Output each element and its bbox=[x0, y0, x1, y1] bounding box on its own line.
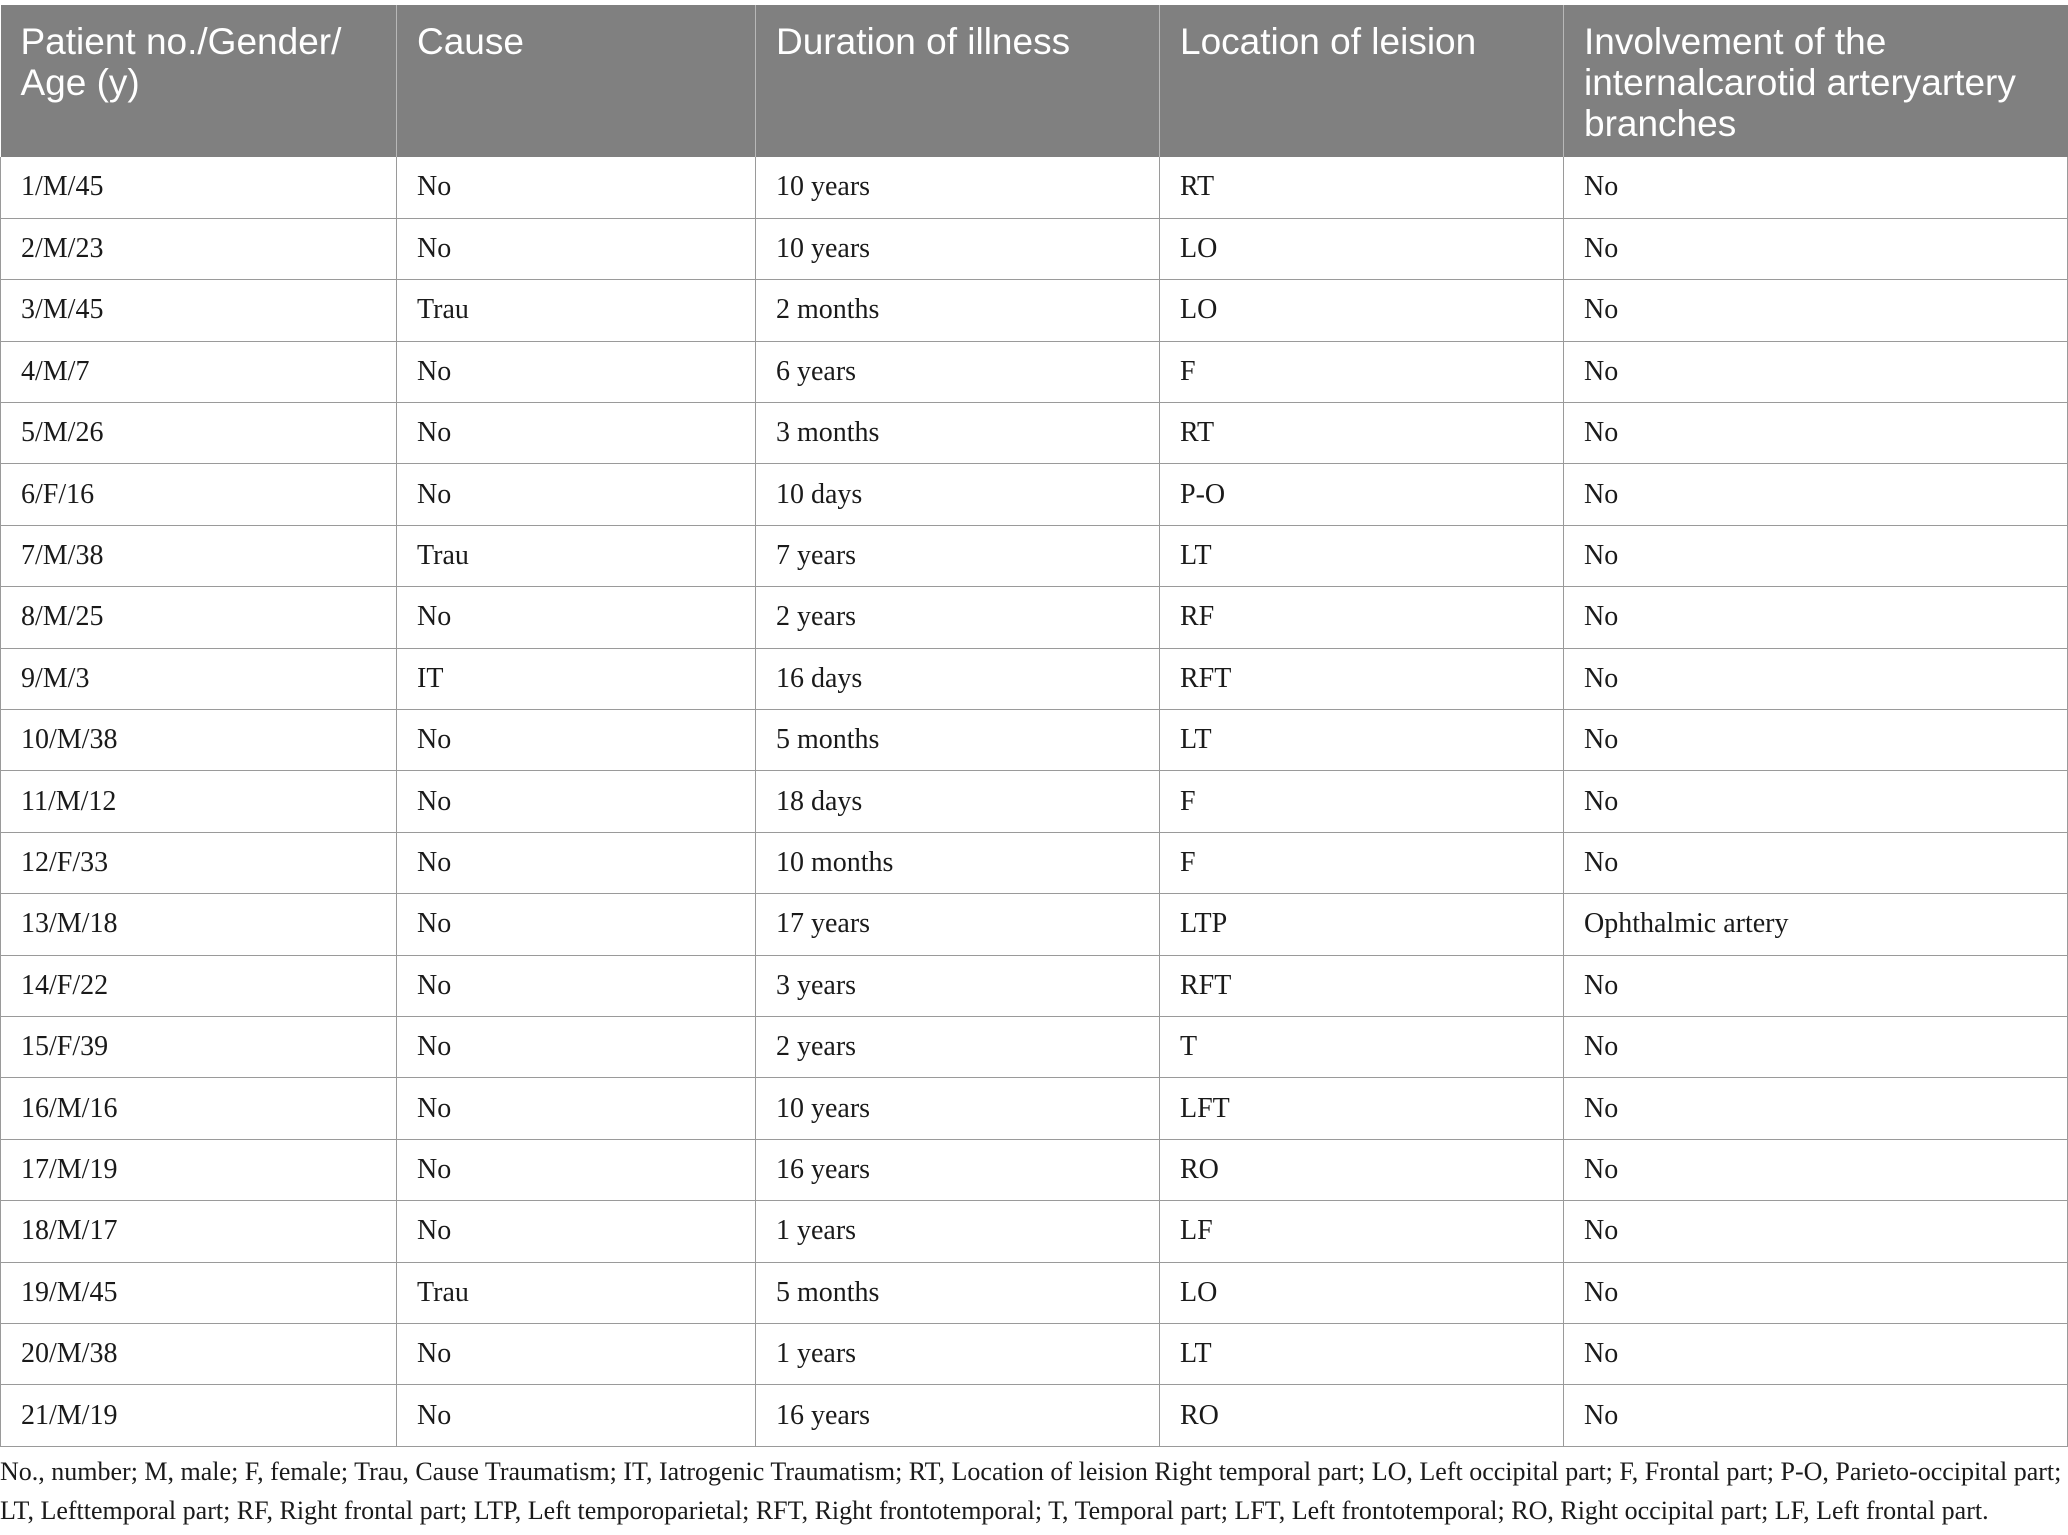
cell-cause: No bbox=[397, 464, 756, 525]
cell-location: RF bbox=[1160, 587, 1564, 648]
cell-cause: No bbox=[397, 710, 756, 771]
cell-duration: 7 years bbox=[756, 525, 1160, 586]
table-row bbox=[1, 341, 2068, 402]
header-location: Location of leision bbox=[1160, 5, 1564, 157]
cell-location: F bbox=[1160, 832, 1564, 893]
cell-patient: 6/F/16 bbox=[1, 464, 397, 525]
cell-patient: 2/M/23 bbox=[1, 218, 397, 279]
cell-location: LT bbox=[1160, 525, 1564, 586]
table-footnote: No., number; M, male; F, female; Trau, Cause Traumatism; IT, Iatrogenic Traumatism; RT, Location of leision Right temporal part; LO, Left occipital part; F, Frontal part; P-O, Parieto-occipital part; LT, Lefttemporal part; RF, Right frontal part; LTP, Left temporoparietal; RFT, Right frontotemporal; T, Temporal part; LFT, Left frontotemporal; RO, Right occipital part; LF, Left frontal part. bbox=[0, 1457, 2062, 1525]
cell-involvement: No bbox=[1564, 280, 2068, 341]
cell-duration: 10 days bbox=[756, 464, 1160, 525]
cell-involvement: No bbox=[1564, 1139, 2068, 1200]
table-row bbox=[1, 832, 2068, 893]
table-row bbox=[1, 955, 2068, 1016]
cell-location: P-O bbox=[1160, 464, 1564, 525]
cell-involvement: Ophthalmic artery bbox=[1564, 894, 2068, 955]
cell-duration: 10 years bbox=[756, 157, 1160, 218]
cell-duration: 5 months bbox=[756, 710, 1160, 771]
cell-patient: 15/F/39 bbox=[1, 1016, 397, 1077]
table-row bbox=[1, 1016, 2068, 1077]
cell-patient: 11/M/12 bbox=[1, 771, 397, 832]
cell-location: LO bbox=[1160, 280, 1564, 341]
table-row bbox=[1, 525, 2068, 586]
cell-involvement: No bbox=[1564, 1262, 2068, 1323]
table-body bbox=[1, 157, 2068, 1446]
cell-location: RT bbox=[1160, 403, 1564, 464]
cell-duration: 2 years bbox=[756, 587, 1160, 648]
cell-location: RFT bbox=[1160, 648, 1564, 709]
cell-cause: Trau bbox=[397, 280, 756, 341]
table-row bbox=[1, 218, 2068, 279]
cell-location: F bbox=[1160, 341, 1564, 402]
header-involvement: Involvement of the internalcarotid arteryartery branches bbox=[1564, 5, 2068, 157]
cell-cause: No bbox=[397, 157, 756, 218]
cell-duration: 17 years bbox=[756, 894, 1160, 955]
cell-duration: 10 months bbox=[756, 832, 1160, 893]
cell-cause: No bbox=[397, 1078, 756, 1139]
cell-location: RO bbox=[1160, 1385, 1564, 1446]
cell-patient: 18/M/17 bbox=[1, 1201, 397, 1262]
cell-location: LT bbox=[1160, 1323, 1564, 1384]
cell-patient: 1/M/45 bbox=[1, 157, 397, 218]
cell-patient: 16/M/16 bbox=[1, 1078, 397, 1139]
table-row bbox=[1, 710, 2068, 771]
cell-location: RO bbox=[1160, 1139, 1564, 1200]
cell-involvement: No bbox=[1564, 587, 2068, 648]
cell-cause: Trau bbox=[397, 525, 756, 586]
cell-location: T bbox=[1160, 1016, 1564, 1077]
cell-location: LT bbox=[1160, 710, 1564, 771]
cell-location: LTP bbox=[1160, 894, 1564, 955]
cell-cause: No bbox=[397, 832, 756, 893]
table-row bbox=[1, 1201, 2068, 1262]
cell-location: LO bbox=[1160, 1262, 1564, 1323]
cell-location: RT bbox=[1160, 157, 1564, 218]
cell-duration: 10 years bbox=[756, 218, 1160, 279]
header-duration: Duration of illness bbox=[756, 5, 1160, 157]
cell-patient: 10/M/38 bbox=[1, 710, 397, 771]
cell-cause: No bbox=[397, 587, 756, 648]
table-header bbox=[1, 5, 2068, 157]
cell-cause: No bbox=[397, 341, 756, 402]
cell-involvement: No bbox=[1564, 341, 2068, 402]
cell-location: LO bbox=[1160, 218, 1564, 279]
cell-location: LFT bbox=[1160, 1078, 1564, 1139]
cell-duration: 6 years bbox=[756, 341, 1160, 402]
cell-duration: 2 months bbox=[756, 280, 1160, 341]
cell-duration: 1 years bbox=[756, 1201, 1160, 1262]
cell-duration: 10 years bbox=[756, 1078, 1160, 1139]
cell-cause: No bbox=[397, 1323, 756, 1384]
cell-involvement: No bbox=[1564, 218, 2068, 279]
cell-duration: 2 years bbox=[756, 1016, 1160, 1077]
cell-duration: 16 years bbox=[756, 1139, 1160, 1200]
cell-patient: 12/F/33 bbox=[1, 832, 397, 893]
cell-duration: 18 days bbox=[756, 771, 1160, 832]
cell-cause: Trau bbox=[397, 1262, 756, 1323]
cell-duration: 16 years bbox=[756, 1385, 1160, 1446]
cell-involvement: No bbox=[1564, 832, 2068, 893]
table-row bbox=[1, 280, 2068, 341]
cell-involvement: No bbox=[1564, 403, 2068, 464]
header-patient: Patient no./Gender/ Age (y) bbox=[1, 5, 397, 157]
cell-cause: No bbox=[397, 1016, 756, 1077]
cell-patient: 4/M/7 bbox=[1, 341, 397, 402]
cell-patient: 8/M/25 bbox=[1, 587, 397, 648]
table-row bbox=[1, 771, 2068, 832]
patient-table bbox=[0, 5, 2068, 1447]
table-row bbox=[1, 1262, 2068, 1323]
cell-patient: 13/M/18 bbox=[1, 894, 397, 955]
cell-involvement: No bbox=[1564, 1323, 2068, 1384]
cell-patient: 17/M/19 bbox=[1, 1139, 397, 1200]
cell-duration: 16 days bbox=[756, 648, 1160, 709]
cell-patient: 19/M/45 bbox=[1, 1262, 397, 1323]
cell-involvement: No bbox=[1564, 648, 2068, 709]
cell-involvement: No bbox=[1564, 1078, 2068, 1139]
cell-location: RFT bbox=[1160, 955, 1564, 1016]
cell-involvement: No bbox=[1564, 157, 2068, 218]
cell-patient: 14/F/22 bbox=[1, 955, 397, 1016]
cell-involvement: No bbox=[1564, 955, 2068, 1016]
cell-duration: 1 years bbox=[756, 1323, 1160, 1384]
cell-cause: No bbox=[397, 1385, 756, 1446]
cell-involvement: No bbox=[1564, 464, 2068, 525]
cell-location: LF bbox=[1160, 1201, 1564, 1262]
cell-involvement: No bbox=[1564, 525, 2068, 586]
table-row bbox=[1, 1139, 2068, 1200]
cell-involvement: No bbox=[1564, 1385, 2068, 1446]
cell-duration: 5 months bbox=[756, 1262, 1160, 1323]
table-row bbox=[1, 157, 2068, 218]
cell-duration: 3 months bbox=[756, 403, 1160, 464]
cell-cause: No bbox=[397, 1139, 756, 1200]
cell-patient: 3/M/45 bbox=[1, 280, 397, 341]
cell-cause: No bbox=[397, 894, 756, 955]
cell-patient: 20/M/38 bbox=[1, 1323, 397, 1384]
cell-cause: No bbox=[397, 955, 756, 1016]
cell-duration: 3 years bbox=[756, 955, 1160, 1016]
table-row bbox=[1, 1078, 2068, 1139]
table-row bbox=[1, 1323, 2068, 1384]
cell-cause: No bbox=[397, 1201, 756, 1262]
table-row bbox=[1, 648, 2068, 709]
cell-cause: IT bbox=[397, 648, 756, 709]
table-row bbox=[1, 894, 2068, 955]
table-row bbox=[1, 464, 2068, 525]
cell-cause: No bbox=[397, 771, 756, 832]
table-row bbox=[1, 403, 2068, 464]
cell-involvement: No bbox=[1564, 771, 2068, 832]
table-row bbox=[1, 587, 2068, 648]
header-cause: Cause bbox=[397, 5, 756, 157]
cell-patient: 5/M/26 bbox=[1, 403, 397, 464]
cell-cause: No bbox=[397, 403, 756, 464]
cell-patient: 21/M/19 bbox=[1, 1385, 397, 1446]
cell-location: F bbox=[1160, 771, 1564, 832]
header-row bbox=[1, 5, 2068, 157]
table-row bbox=[1, 1385, 2068, 1446]
cell-involvement: No bbox=[1564, 1201, 2068, 1262]
cell-involvement: No bbox=[1564, 710, 2068, 771]
cell-cause: No bbox=[397, 218, 756, 279]
cell-patient: 7/M/38 bbox=[1, 525, 397, 586]
cell-patient: 9/M/3 bbox=[1, 648, 397, 709]
cell-involvement: No bbox=[1564, 1016, 2068, 1077]
